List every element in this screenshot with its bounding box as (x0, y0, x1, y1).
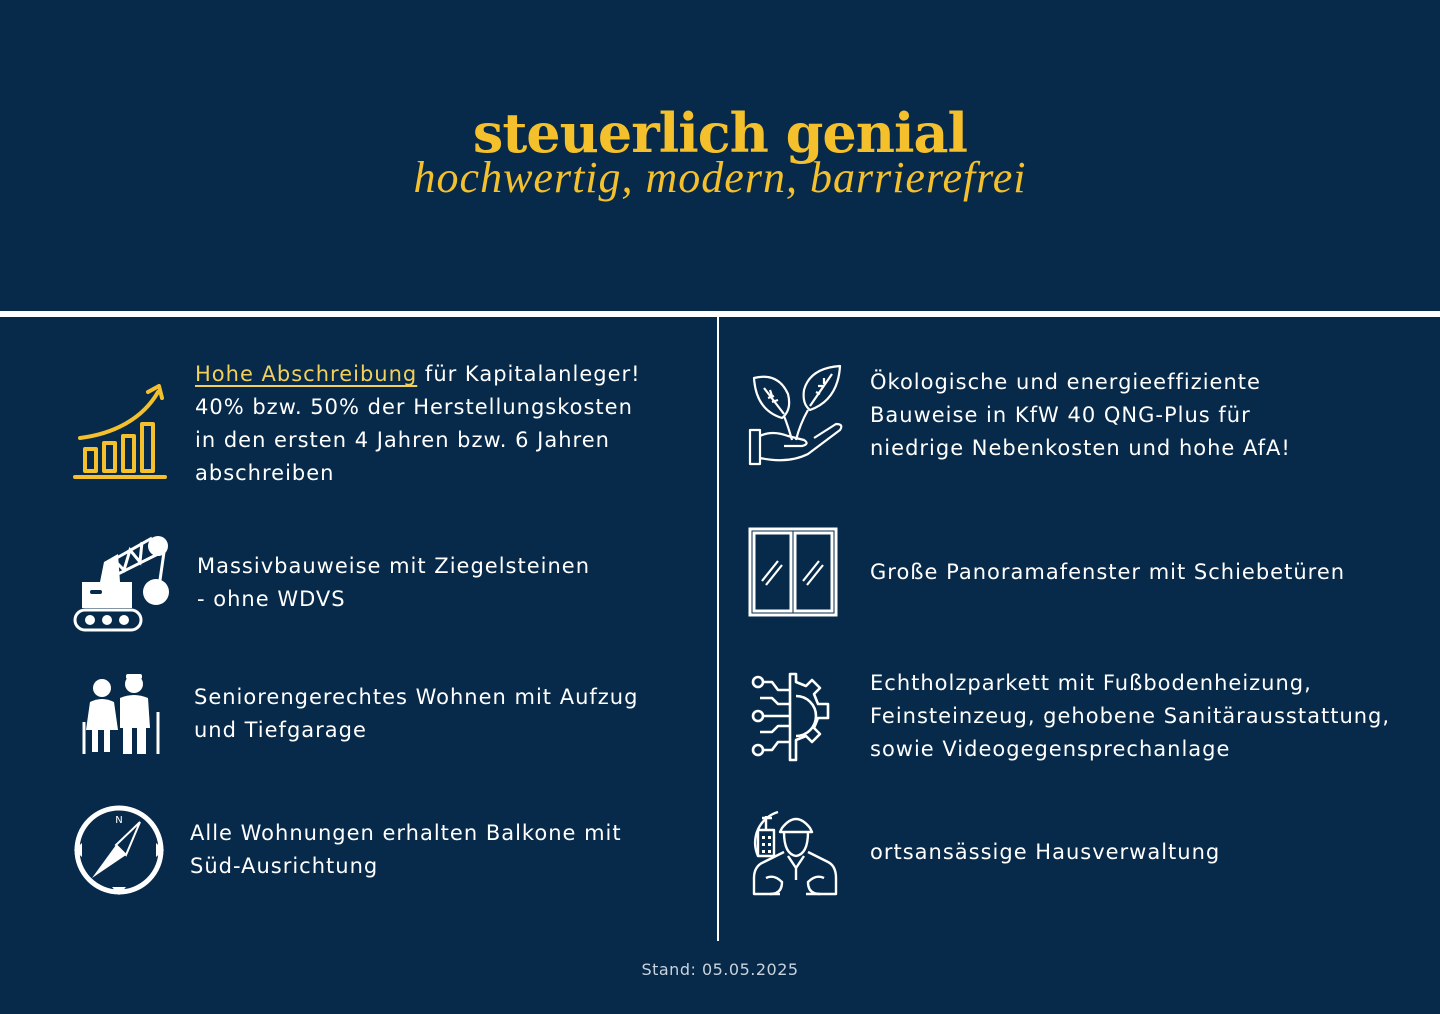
tech-gear-icon (750, 672, 838, 762)
feature-depreciation (72, 362, 641, 490)
horizontal-divider (0, 311, 1440, 317)
feature-text: Seniorengerechtes Wohnen mit Aufzug und Tiefgarage (194, 685, 639, 742)
feature-text: Hohe Abschreibung für Kapitalanleger! 40% bzw. 50% der Herstellungskosten in den ersten 4 Jahren bzw. 6 Jahren abschreiben (195, 362, 641, 485)
feature-management (744, 806, 1220, 898)
feature-senior (78, 672, 638, 756)
feature-text: ortsansässige Hausverwaltung (870, 839, 1221, 864)
feature-text: Alle Wohnungen erhalten Balkone mit Süd-Ausrichtung (190, 821, 622, 878)
feature-balcony (72, 803, 622, 897)
plant-in-hand-icon (748, 364, 846, 466)
vertical-divider (717, 317, 719, 941)
feature-text: Echtholzparkett mit Fußbodenheizung, Feinsteinzeug, gehobene Sanitärausstattung, sowie Videogegensprechanlage (870, 671, 1391, 761)
feature-text: Große Panoramafenster mit Schiebetüren (870, 559, 1346, 584)
feature-windows (748, 527, 1345, 617)
compass-icon (72, 803, 166, 897)
header (0, 101, 1440, 202)
page-title: steuerlich genial (472, 101, 968, 165)
feature-text: Ökologische und energieeffiziente Bauweise in KfW 40 QNG-Plus für niedrige Nebenkosten und hohe AfA! (870, 369, 1291, 460)
highlight-link: Hohe Abschreibung (195, 362, 418, 386)
building-manager-icon (744, 806, 838, 898)
feature-text: Massivbauweise mit Ziegelsteinen - ohne WDVS (197, 554, 590, 611)
senior-couple-icon (78, 672, 164, 756)
feature-construction (72, 534, 590, 632)
growth-chart-icon (72, 370, 168, 482)
feature-ecology (748, 364, 1291, 466)
stand-date: Stand: 05.05.2025 (641, 960, 799, 979)
page-subtitle: hochwertig, modern, barrierefrei (413, 153, 1027, 202)
wrecking-crane-icon (72, 534, 172, 632)
sliding-window-icon (748, 527, 838, 617)
feature-interior (750, 667, 1390, 766)
svg-text:N: N (115, 815, 123, 826)
